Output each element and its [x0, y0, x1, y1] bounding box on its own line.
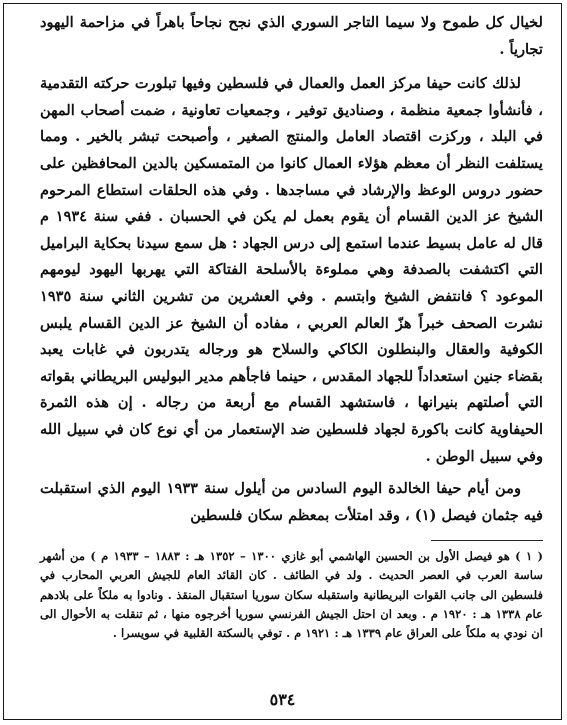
page-number: ٥٣٤	[269, 690, 296, 709]
paragraph-continued: لخيال كل طموح ولا سيما التاجر السوري الذي نجح نجاحاً باهراً في مزاحمة اليهود تجارياً .	[40, 14, 543, 58]
paragraph-faisal-funeral: ومن أيام حيفا الخالدة اليوم السادس من أيلول سنة ١٩٣٣ اليوم الذي استقبلت فيه جثمان فيصل (١) ، وقد امتلأت بمعظم سكان فلسطين	[40, 480, 543, 524]
page-frame	[3, 3, 562, 720]
document-page	[40, 8, 543, 719]
footnote-separator	[431, 540, 543, 541]
paragraph-haifa-labor: لذلك كانت حيفا مركز العمل والعمال في فلسطين وفيها تبلورت حركته التقدمية ، فأنشأوا جمعية منظمة ، وصناديق توفير ، وجمعيات تعاونية ، ضمت أصحاب المهن في البلد ، وركزت اقتصاد العامل والمنتج الصغير ، وأصبحت تبشر بالخير . ومما يستلفت النظر أن معظم هؤلاء العمال كانوا من المتمسكين بالدين المحافظين على حضور دروس الوعظ والإرشاد في مساجدها . وفي هذه الحلقات استطاع المرحوم الشيخ عز الدين القسام أن يقوم بعمل لم يكن في الحسبان . ففي سنة ١٩٣٤ م قال له عامل بسيط عندما استمع إلى درس الجهاد : هل سمع سيدنا بحكاية البراميل التي اكتشفت بالصدفة وهي مملوءة بالأسلحة الفتاكة التي يهربها اليهود ليومهم الموعود ؟ فانتفض الشيخ وابتسم . وفي العشرين من تشرين الثاني سنة ١٩٣٥ نشرت الصحف خبراً هزّ العالم العربي ، مفاده أن الشيخ عز الدين القسام يلبس الكوفية والعقال والبنطلون الكاكي والسلاح هو ورجاله يتدربون في غابات يعبد بقضاء جنين استعداداً للجهاد المقدس ، حينما فاجأهم مدير البوليس البريطاني بقواته التي أصلتهم بنيرانها ، فاستشهد القسام مع أربعة من رجاله . إن هذه الثمرة الحيفاوية كانت باكورة لجهاد فلسطين ضد الإستعمار من أي نوع كان في سبيل الله وفي سبيل الوطن .	[40, 75, 543, 465]
footnote: ( ١ ) هو فيصل الأول بن الحسين الهاشمي أبو غازي ١٣٠٠ – ١٣٥٢ هـ : ١٨٨٣ – ١٩٣٣ م ) من أشهر ساسة العرب في العصر الحديث . ولد في الطائف . كان القائد العام للجيش العربي المحارب في فلسطين الى جانب القوات البريطانية واستقبله سكان سوريا استقبال المنقذ . ونادوا به ملكاً على بلادهم عام ١٣٣٨ هـ : ١٩٢٠ م . وبعد ان احتل الجيش الفرنسي سوريا أخرجوه منها ، ثم تنقلت به الأحوال الى ان نودي به ملكاً على العراق عام ١٣٣٩ هـ : ١٩٢١ م . توفي بالسكتة القلبية في سويسرا .	[40, 549, 543, 641]
